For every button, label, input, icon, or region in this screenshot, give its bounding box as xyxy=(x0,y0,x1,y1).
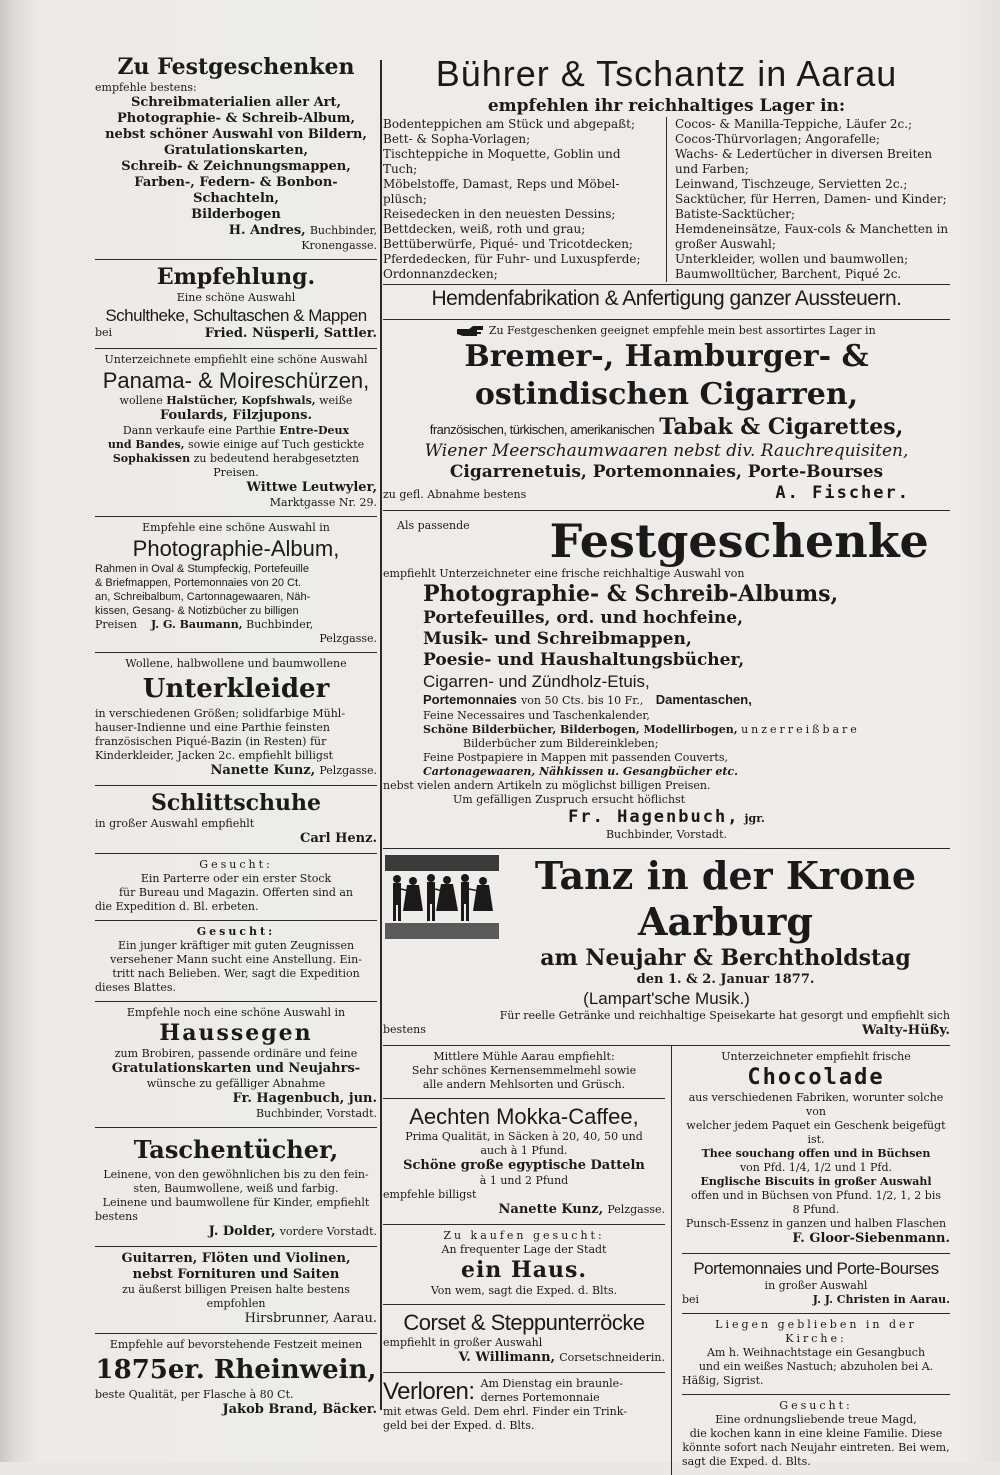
ad-text: Foulards, Filzjupons. xyxy=(159,408,312,423)
ad-text: ein Haus. xyxy=(460,1257,588,1283)
ad-text: bestens xyxy=(95,1210,138,1223)
ad-text: Dann verkaufe eine Parthie xyxy=(122,424,276,437)
ad-unterkleider-kunz xyxy=(95,653,377,786)
ad-text: Schöne große egyptische Datteln xyxy=(403,1158,645,1173)
ad-text: Damentaschen, xyxy=(655,692,752,707)
list-item: Hemdeneinsätze, Faux-cols & Manchetten in großer Auswahl; xyxy=(675,222,949,251)
ad-guitarren-hirsbrunner xyxy=(95,1247,377,1334)
ad-chocolade-gloor xyxy=(682,1046,950,1254)
advertiser-name: F. Gloor-Siebenmann. xyxy=(792,1231,950,1246)
ad-text: nebst schöner Auswahl von Bildern, xyxy=(105,127,367,142)
list-item: Pferdedecken, für Fuhr- und Luxuspferde; xyxy=(383,252,641,266)
ad-title: Portemonnaies und Porte-Bourses xyxy=(693,1259,939,1278)
bottom-right-ads xyxy=(672,1046,950,1475)
ad-text: Um gefälligen Zuspruch ersucht höflichst xyxy=(453,793,686,806)
ad-title: Liegen geblieben in der Kirche: xyxy=(715,1318,917,1345)
ad-text: am Neujahr & Berchtholdstag xyxy=(540,945,911,971)
list-item: Unterkleider, wollen und baumwollen; xyxy=(675,252,909,266)
ad-text: in großer Auswahl empfiehlt xyxy=(95,817,255,830)
ad-text: Prima Qualität, in Säcken à 20, 40, 50 und xyxy=(405,1130,643,1143)
ad-text: Cigarrenetuis, Portemonnaies, Porte-Bourses xyxy=(449,462,884,482)
ad-festgeschenken-andres xyxy=(95,40,377,260)
ad-text: Entre-Deux xyxy=(279,424,350,437)
ad-text: Photographie- & Schreib-Album, xyxy=(116,111,356,126)
ad-text: Unterzeichneter empfiehlt frische xyxy=(721,1050,911,1063)
ad-text: die kochen kann in eine kleine Familie. Diese xyxy=(689,1427,943,1440)
ad-text: für Bureau und Magazin. Offerten sind an xyxy=(118,886,354,899)
ad-text: Zu Festgeschenken geeignet empfehle mein best assortirtes Lager in xyxy=(488,324,876,337)
ad-text: Am h. Weihnachtstage ein Gesangbuch xyxy=(706,1346,926,1359)
ad-text: Am Dienstag ein braunle- xyxy=(480,1377,623,1390)
ad-text: Guitarren, Flöten und Violinen, xyxy=(121,1251,351,1266)
ad-tanz-krone xyxy=(383,849,950,1046)
ad-text: mit etwas Geld. Dem ehrl. Finder ein Trink- xyxy=(383,1405,627,1418)
ad-text: tritt nach Belieben. Wer, sagt die Expedition xyxy=(112,967,360,980)
ad-title: Gesucht: xyxy=(779,1399,853,1412)
ad-address: Corsetschneiderin. xyxy=(559,1351,665,1364)
ad-text: Ein junger kräftiger mit guten Zeugnissen xyxy=(117,939,355,952)
ad-title: Gesucht: xyxy=(196,925,276,938)
advertiser-name: Fr. Hagenbuch, jun. xyxy=(232,1091,377,1106)
ad-title: 1875er. Rheinwein, xyxy=(95,1355,377,1385)
ad-taschentuecher-dolder xyxy=(95,1128,377,1247)
ad-title: Bremer-, Hamburger- & ostindischen Cigarren, xyxy=(464,339,869,412)
ad-verloren xyxy=(383,1373,665,1439)
ad-text: (Lampart'sche Musik.) xyxy=(583,989,750,1008)
ad-title: Verloren: xyxy=(383,1377,475,1405)
ad-address: Buchbinder, Vorstadt. xyxy=(605,828,728,841)
ad-text: bei xyxy=(682,1293,700,1306)
ad-title: Corset & Steppunterröcke xyxy=(403,1310,645,1335)
ad-text: Punsch-Essenz in ganzen und halben Flaschen xyxy=(685,1217,947,1230)
ad-text: Buchbinder, xyxy=(246,618,314,631)
ad-title: Aechten Mokka-Caffee, xyxy=(409,1104,639,1129)
ad-text: Cigarren- und Zündholz-Etuis, xyxy=(423,672,650,691)
ad-text: Kinderkleider, Jacken 2c. empfiehlt billigst xyxy=(95,749,334,762)
ad-liegen-geblieben xyxy=(682,1314,950,1395)
ad-text: & Briefmappen, Portemonnaies von 20 Ct. xyxy=(95,577,302,589)
ad-text: französischen, türkischen, amerikanischen xyxy=(429,422,655,437)
ad-text: Feine Postpapiere in Mappen mit passenden Couverts, xyxy=(423,751,728,764)
ad-text: Empfehle eine schöne Auswahl in xyxy=(142,521,330,534)
ad-text: zum Brobiren, passende ordinäre und feine xyxy=(114,1047,358,1060)
ad-text: weiße xyxy=(319,394,353,407)
advertiser-name: Walty-Hüßy. xyxy=(862,1023,950,1038)
ad-text: bestens xyxy=(383,1023,426,1036)
ad-text: empfiehlt Unterzeichneter eine frische reichhaltige Auswahl von xyxy=(383,567,745,580)
advertiser-name: A. Fischer. xyxy=(775,483,910,503)
ad-title: Chocolade xyxy=(747,1065,885,1090)
list-item: Bettdecken, weiß, roth und grau; xyxy=(383,222,586,236)
bottom-left-ads xyxy=(383,1046,672,1475)
advertiser-name: H. Andres, xyxy=(228,223,306,238)
ad-text: Leinene, von den gewöhnlichen bis zu den fein- xyxy=(103,1168,369,1181)
ad-text: Tabak & Cigarettes, xyxy=(659,414,904,440)
ad-haus-gesucht xyxy=(383,1225,665,1305)
ad-text: Englische Biscuits in großer Auswahl xyxy=(700,1175,932,1188)
ad-text: in großer Auswahl xyxy=(764,1279,868,1292)
bottom-ads-grid xyxy=(383,1046,950,1475)
ad-mokka-caffee xyxy=(383,1099,665,1225)
ad-text: unzerreißbare xyxy=(741,723,860,736)
ad-gesucht-mann xyxy=(95,921,377,1002)
ad-text: à 1 und 2 Pfund xyxy=(479,1174,569,1187)
ad-text: welcher jedem Paquet ein Geschenk beigefügt ist. xyxy=(686,1119,946,1146)
ad-text: Für reelle Getränke und reichhaltige Speisekarte hat gesorgt und empfiehlt sich xyxy=(499,1009,950,1022)
ad-title: Panama- & Moireschürzen, xyxy=(102,368,370,393)
ad-text: auch à 1 Pfund. xyxy=(480,1144,568,1157)
ad-text: Häßig, Sigrist. xyxy=(682,1374,764,1387)
list-item: Bettüberwürfe, Piqué- und Tricotdecken; xyxy=(383,237,633,251)
ad-text: Thee souchang offen und in Büchsen xyxy=(701,1147,931,1160)
ad-buehrer-tschantz xyxy=(383,40,950,320)
ad-address: Kronengasse. xyxy=(301,239,377,252)
advertiser-name: Fr. Hagenbuch, xyxy=(568,807,740,827)
ad-text: Schöne Bilderbücher, Bilderbogen, Modellirbogen, xyxy=(423,723,738,736)
ad-text: französischen Piqué-Bazin (in Resten) für xyxy=(95,735,327,748)
ad-title: Photographie-Album, xyxy=(132,536,340,561)
ad-text: Bilderbücher zum Bildereinkleben; xyxy=(463,737,659,750)
list-item: Reisedecken in den neuesten Dessins; xyxy=(383,207,616,221)
column-rule xyxy=(380,60,382,1410)
ad-text: sagt die Exped. d. Blts. xyxy=(682,1455,811,1468)
ad-text: nebst Fornituren und Saiten xyxy=(132,1267,340,1282)
list-item: Baumwolltücher, Barchent, Piqué 2c. xyxy=(675,267,902,281)
ad-text: aus verschiedenen Fabriken, worunter solche von xyxy=(688,1091,944,1118)
ad-text: wollene xyxy=(119,394,163,407)
product-list-col2 xyxy=(666,117,950,282)
ad-text: Mittlere Mühle Aarau empfiehlt: xyxy=(433,1050,615,1063)
ad-text: Farben-, Federn- & Bonbon-Schachteln, xyxy=(134,175,338,206)
advertiser-name: Fried. Nüsperli, Sattler. xyxy=(204,326,377,341)
ad-text: Feine Necessaires und Taschenkalender, xyxy=(423,709,650,722)
ad-text: Halstücher, Kopfshwals, xyxy=(166,394,316,407)
ad-address: Pelzgasse. xyxy=(319,632,377,645)
ad-title: Gesucht: xyxy=(199,858,273,871)
ad-address: Pelzgasse. xyxy=(607,1203,665,1216)
ad-text: Wollene, halbwollene und baumwollene xyxy=(125,657,347,670)
ad-text: hauser-Indienne und eine Parthie feinsten xyxy=(95,721,330,734)
ad-text: zu äußerst billigen Preisen halte bestens empfohlen xyxy=(122,1283,350,1310)
ad-text: Musik- und Schreibmappen, xyxy=(423,629,692,649)
ad-text: Wiener Meerschaumwaaren nebst div. Rauchrequisiten, xyxy=(424,441,909,461)
ad-text: sten, Baumwollene, weiß und farbig. xyxy=(133,1182,339,1195)
ad-text: Gratulationskarten, xyxy=(163,143,309,158)
ad-text: und Bandes, xyxy=(107,438,185,451)
ad-empfehlung-nuesperli xyxy=(95,260,377,349)
ad-text: Schultheke, Schultaschen & Mappen xyxy=(105,306,367,325)
ad-address: Buchbinder, Vorstadt. xyxy=(255,1107,377,1120)
ad-text: von 50 Cts. bis 10 Fr., xyxy=(521,694,644,707)
advertiser-name: J. J. Christen in Aarau. xyxy=(812,1293,950,1306)
ad-address: vordere Vorstadt. xyxy=(279,1225,377,1238)
advertiser-name: Nanette Kunz, xyxy=(498,1202,604,1217)
ad-address: Pelzgasse. xyxy=(319,764,377,777)
ad-text: Empfehle auf bevorstehende Festzeit meinen xyxy=(109,1338,363,1351)
ad-text: sowie einige auf Tuch gestickte xyxy=(188,438,365,451)
dance-scene-illustration xyxy=(383,853,501,941)
ad-text: Buchbinder, xyxy=(309,224,377,237)
ad-text: versehener Mann sucht eine Anstellung. Ein- xyxy=(110,953,362,966)
list-item: Bodenteppichen am Stück und abgepaßt; xyxy=(383,117,635,131)
ad-text: bei xyxy=(95,326,113,339)
ad-album-baumann xyxy=(95,517,377,653)
ad-text: zu gefl. Abnahme bestens xyxy=(383,488,527,501)
ad-text: den 1. & 2. Januar 1877. xyxy=(636,972,815,987)
ad-text: Poesie- und Haushaltungsbücher, xyxy=(423,650,745,670)
ad-title: Unterkleider xyxy=(142,674,330,704)
ad-text: dieses Blattes. xyxy=(95,981,177,994)
ad-text: die Expedition d. Bl. erbeten. xyxy=(95,900,259,913)
ad-text: in verschiedenen Größen; solidfarbige Mühl- xyxy=(95,707,346,720)
ad-text: und ein weißes Nastuch; abzuholen bei A. xyxy=(698,1360,934,1373)
ad-text: Gratulationskarten und Neujahrs- xyxy=(111,1061,361,1076)
ad-text: von Pfd. 1/4, 1/2 und 1 Pfd. xyxy=(739,1161,893,1174)
ad-text: Portefeuilles, ord. und hochfeine, xyxy=(423,608,744,628)
advertiser-name: Jakob Brand, Bäcker. xyxy=(222,1402,377,1417)
ad-text: An frequenter Lage der Stadt xyxy=(441,1243,607,1256)
product-list-col1 xyxy=(383,117,666,282)
ad-title: Schlittschuhe xyxy=(150,790,322,816)
ad-muehle-aarau xyxy=(383,1046,665,1099)
ad-text: könnte sofort nach Neujahr eintreten. Bei wem, xyxy=(682,1441,950,1454)
ad-title: Empfehlung. xyxy=(156,264,316,290)
ad-text: Cartonagewaaren, Nähkissen u. Gesangbücher etc. xyxy=(423,765,738,778)
ad-text: Photographie- & Schreib-Albums, xyxy=(423,581,839,607)
product-list xyxy=(383,117,950,282)
list-item: Batiste-Sacktücher; xyxy=(675,207,796,221)
advertiser-name: Nanette Kunz, xyxy=(210,763,316,778)
ad-text: Sophakissen xyxy=(112,452,191,465)
list-item: Möbelstoffe, Damast, Reps und Möbel-plüsch; xyxy=(383,177,620,206)
ad-text: beste Qualität, per Flasche à 80 Ct. xyxy=(95,1388,294,1401)
ad-text: Von wem, sagt die Exped. d. Blts. xyxy=(430,1284,618,1297)
list-item: Bett- & Sopha-Vorlagen; xyxy=(383,132,531,146)
ad-rheinwein-brand xyxy=(95,1334,377,1424)
ad-text: Sehr schönes Kernensemmelmehl sowie xyxy=(411,1064,637,1077)
ad-text: an, Schreibalbum, Cartonnagewaaren, Näh- xyxy=(95,591,311,603)
ad-text: nebst vielen andern Artikeln zu möglichst billigen Preisen. xyxy=(383,779,711,792)
ad-text: Portemonnaies xyxy=(423,692,517,707)
ad-subtitle: empfehlen ihr reichhaltiges Lager in: xyxy=(487,96,846,116)
ad-festgeschenke-hagenbuch xyxy=(383,511,950,849)
list-item: Ordonnanzdecken; xyxy=(383,267,498,281)
left-column xyxy=(95,40,377,1424)
ad-footer: Hemdenfabrikation & Anfertigung ganzer Aussteuern. xyxy=(383,284,950,313)
ad-text: dernes Portemonnaie xyxy=(480,1391,600,1404)
advertiser-name: V. Willimann, xyxy=(458,1350,556,1365)
ad-text: kissen, Gesang- & Notizbücher zu billigen xyxy=(95,605,299,617)
advertiser-name: Hirsbrunner, Aarau. xyxy=(244,1311,377,1326)
ad-text: zu bedeutend herabgesetzten Preisen. xyxy=(193,452,360,479)
ad-gesucht-magd xyxy=(682,1395,950,1475)
ad-text: Eine ordnungsliebende treue Magd, xyxy=(715,1413,917,1426)
ad-title: Zu Festgeschenken xyxy=(117,54,355,80)
list-item: Tischteppiche in Moquette, Goblin und Tuch; xyxy=(383,147,621,176)
ad-text: empfehle bestens: xyxy=(95,81,197,94)
advertiser-name: Wittwe Leutwyler, xyxy=(246,480,377,495)
advertiser-name: J. G. Baumann, xyxy=(150,618,243,631)
ad-text: alle andern Mehlsorten und Grüsch. xyxy=(422,1078,626,1091)
ad-text: 8 Pfund. xyxy=(792,1203,840,1216)
advertiser-name: J. Dolder, xyxy=(208,1224,276,1239)
ad-text: jgr. xyxy=(744,812,765,825)
ad-corset-willimann xyxy=(383,1305,665,1373)
list-item: Sacktücher, für Herren, Damen- und Kinder; xyxy=(675,192,947,206)
ad-text: Bilderbogen xyxy=(191,207,281,222)
ad-address: Marktgasse Nr. 29. xyxy=(269,496,377,509)
ad-text: Als passende xyxy=(397,519,470,532)
ad-haussegen-hagenbuch xyxy=(95,1002,377,1128)
ad-title: Tanz in der Krone Aarburg xyxy=(534,853,917,944)
ad-text: empfiehlt in großer Auswahl xyxy=(383,1336,543,1349)
pointing-hand-icon xyxy=(457,325,485,337)
list-item: Leinwand, Tischzeuge, Servietten 2c.; xyxy=(675,177,908,191)
right-column xyxy=(383,40,950,1475)
ad-fischer-cigarren xyxy=(383,320,950,511)
ad-text: offen und in Büchsen von Pfund. 1/2, 1, 2 bis xyxy=(691,1189,941,1202)
ad-text: wünsche zu gefälliger Abnahme xyxy=(146,1077,326,1090)
ad-title: Zu kaufen gesucht: xyxy=(443,1229,605,1242)
ad-text: Unterzeichnete empfiehlt eine schöne Auswahl xyxy=(104,353,368,366)
list-item: Cocos- & Manilla-Teppiche, Läufer 2c.; xyxy=(675,117,913,131)
ad-portemonnaies-christen xyxy=(682,1254,950,1314)
ad-text: Eine schöne Auswahl xyxy=(176,291,296,304)
advertiser-name: Carl Henz. xyxy=(300,831,377,846)
ad-text: empfehle billigst xyxy=(383,1188,477,1201)
ad-title: Taschentücher, xyxy=(133,1135,339,1164)
ad-text: Schreib- & Zeichnungsmappen, xyxy=(121,159,351,174)
ad-title: Bührer & Tschantz in Aarau xyxy=(435,53,898,94)
ad-text: Preisen xyxy=(95,618,137,631)
ad-text: Schreibmaterialien aller Art, xyxy=(130,95,342,110)
ad-gesucht-parterre xyxy=(95,854,377,921)
ad-text: Ein Parterre oder ein erster Stock xyxy=(140,872,332,885)
ad-text: Empfehle noch eine schöne Auswahl in xyxy=(126,1006,346,1019)
ad-text: Rahmen in Oval & Stumpfeckig, Portefeuille xyxy=(95,563,309,575)
ad-text: Leinene und baumwollene für Kinder, empfiehlt xyxy=(102,1196,370,1209)
ad-schlittschuhe-henz xyxy=(95,786,377,854)
ad-text: geld bei der Exped. d. Blts. xyxy=(383,1419,535,1432)
list-item: Cocos-Thürvorlagen; Angorafelle; xyxy=(675,132,880,146)
ad-schuerzen-leutwyler xyxy=(95,349,377,517)
list-item: Wachs- & Ledertücher in diversen Breiten und Farben; xyxy=(675,147,933,176)
ad-title: Festgeschenke xyxy=(549,514,929,568)
ad-title: Haussegen xyxy=(159,1020,313,1046)
